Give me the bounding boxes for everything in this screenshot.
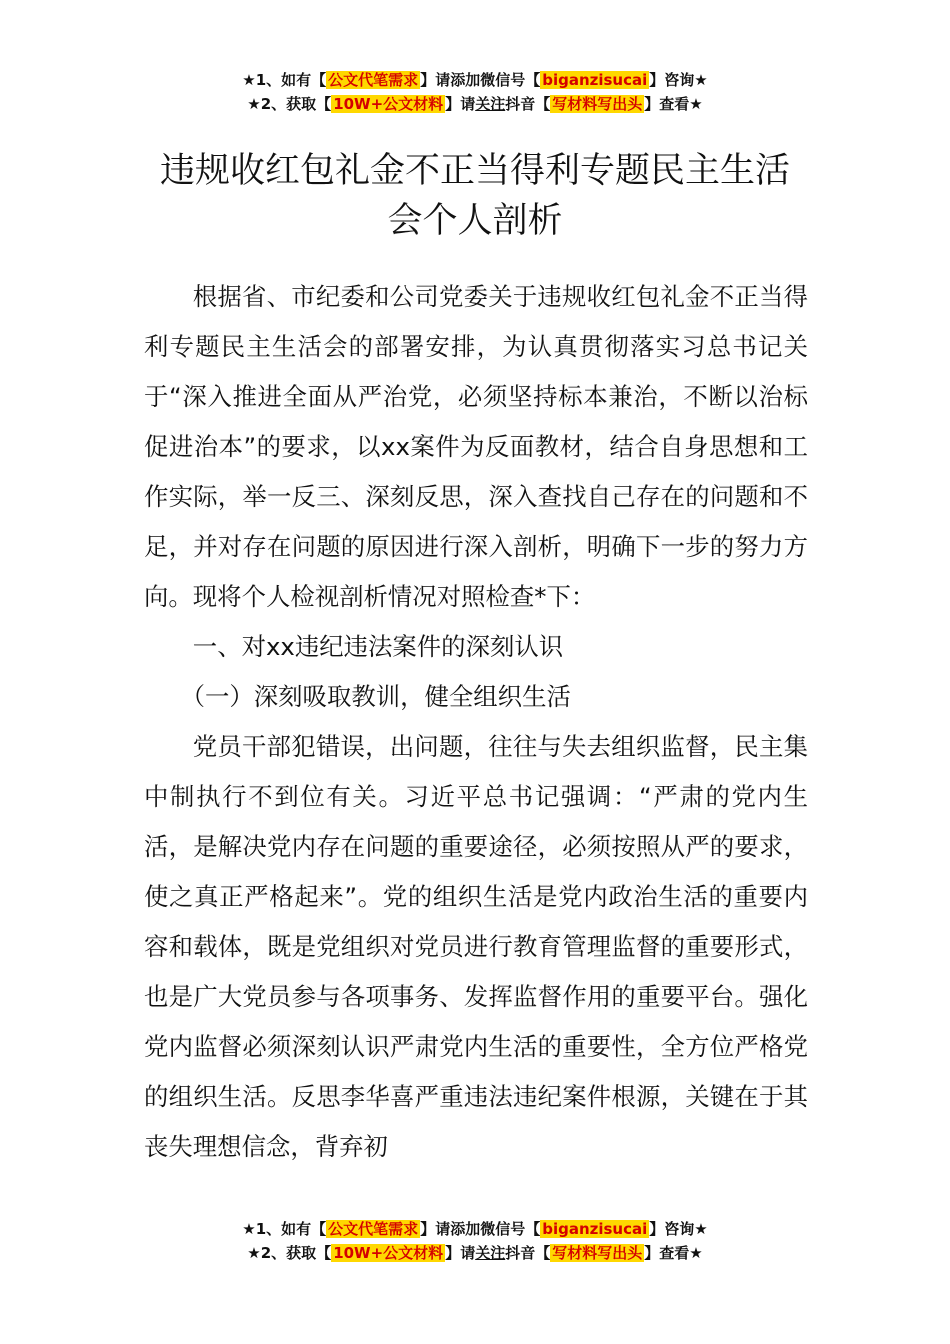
section-heading: 一、对xx违纪违法案件的深刻认识 [192, 632, 564, 661]
title-line-2: 会个人剖析 [387, 201, 563, 241]
highlight-materials: 10W+公文材料 [333, 95, 444, 113]
document-title [100, 146, 850, 246]
highlight-wechat-id: biganzisucai [542, 71, 648, 89]
intro-paragraph: 根据省、市纪委和公司党委关于违规收红包礼金不正当得利专题民主生活会的部署安排，为认真贯彻落实习总书记关于“深入推进全面从严治党，必须坚持标本兼治，不断以治标促进治本”的要求，以xx案件为反面教材，结合自身思想和工作实际，举一反三、深刻反思，深入查找自己存在的问题和不足，并对存在问题的原因进行深入剖析，明确下一步的努力方向。现将个人检视剖析情况对照检查*下： [144, 282, 808, 611]
highlight-wechat-id: biganzisucai [542, 1220, 648, 1238]
underlined-follow: 关注 [475, 1244, 506, 1262]
promo-line-2: ★2、获取【 10W+公文材料 】请关注抖音【 写材料写出头 】查看★ [247, 95, 703, 113]
title-line-1: 违规收红包礼金不正当得利专题民主生活 [159, 151, 790, 191]
highlight-service: 公文代笔需求 [328, 71, 419, 89]
highlight-douyin: 写材料写出头 [552, 95, 643, 113]
highlight-service: 公文代笔需求 [328, 1220, 419, 1238]
highlight-douyin: 写材料写出头 [552, 1244, 643, 1262]
subsection-heading: （一）深刻吸取教训，健全组织生活 [180, 682, 571, 711]
document-body [144, 272, 808, 1172]
promo-line-1: ★1、如有【 公文代笔需求 】请添加微信号【 biganzisucai 】咨询★ [242, 1220, 708, 1238]
promo-line-2: ★2、获取【 10W+公文材料 】请关注抖音【 写材料写出头 】查看★ [247, 1244, 703, 1262]
highlight-materials: 10W+公文材料 [333, 1244, 444, 1262]
promo-banner-top [0, 68, 950, 116]
body-paragraph: 党员干部犯错误，出问题，往往与失去组织监督，民主集中制执行不到位有关。习近平总书记强调：“严肃的党内生活，是解决党内存在问题的重要途径，必须按照从严的要求，使之真正严格起来”。党的组织生活是党内政治生活的重要内容和载体，既是党组织对党员进行教育管理监督的重要形式，也是广大党员参与各项事务、发挥监督作用的重要平台。强化党内监督必须深刻认识严肃党内生活的重要性，全方位严格党的组织生活。反思李华喜严重违法违纪案件根源，关键在于其丧失理想信念，背弃初 [144, 732, 808, 1161]
promo-banner-bottom [0, 1217, 950, 1265]
underlined-follow: 关注 [475, 95, 506, 113]
promo-line-1: ★1、如有【 公文代笔需求 】请添加微信号【 biganzisucai 】咨询★ [242, 71, 708, 89]
